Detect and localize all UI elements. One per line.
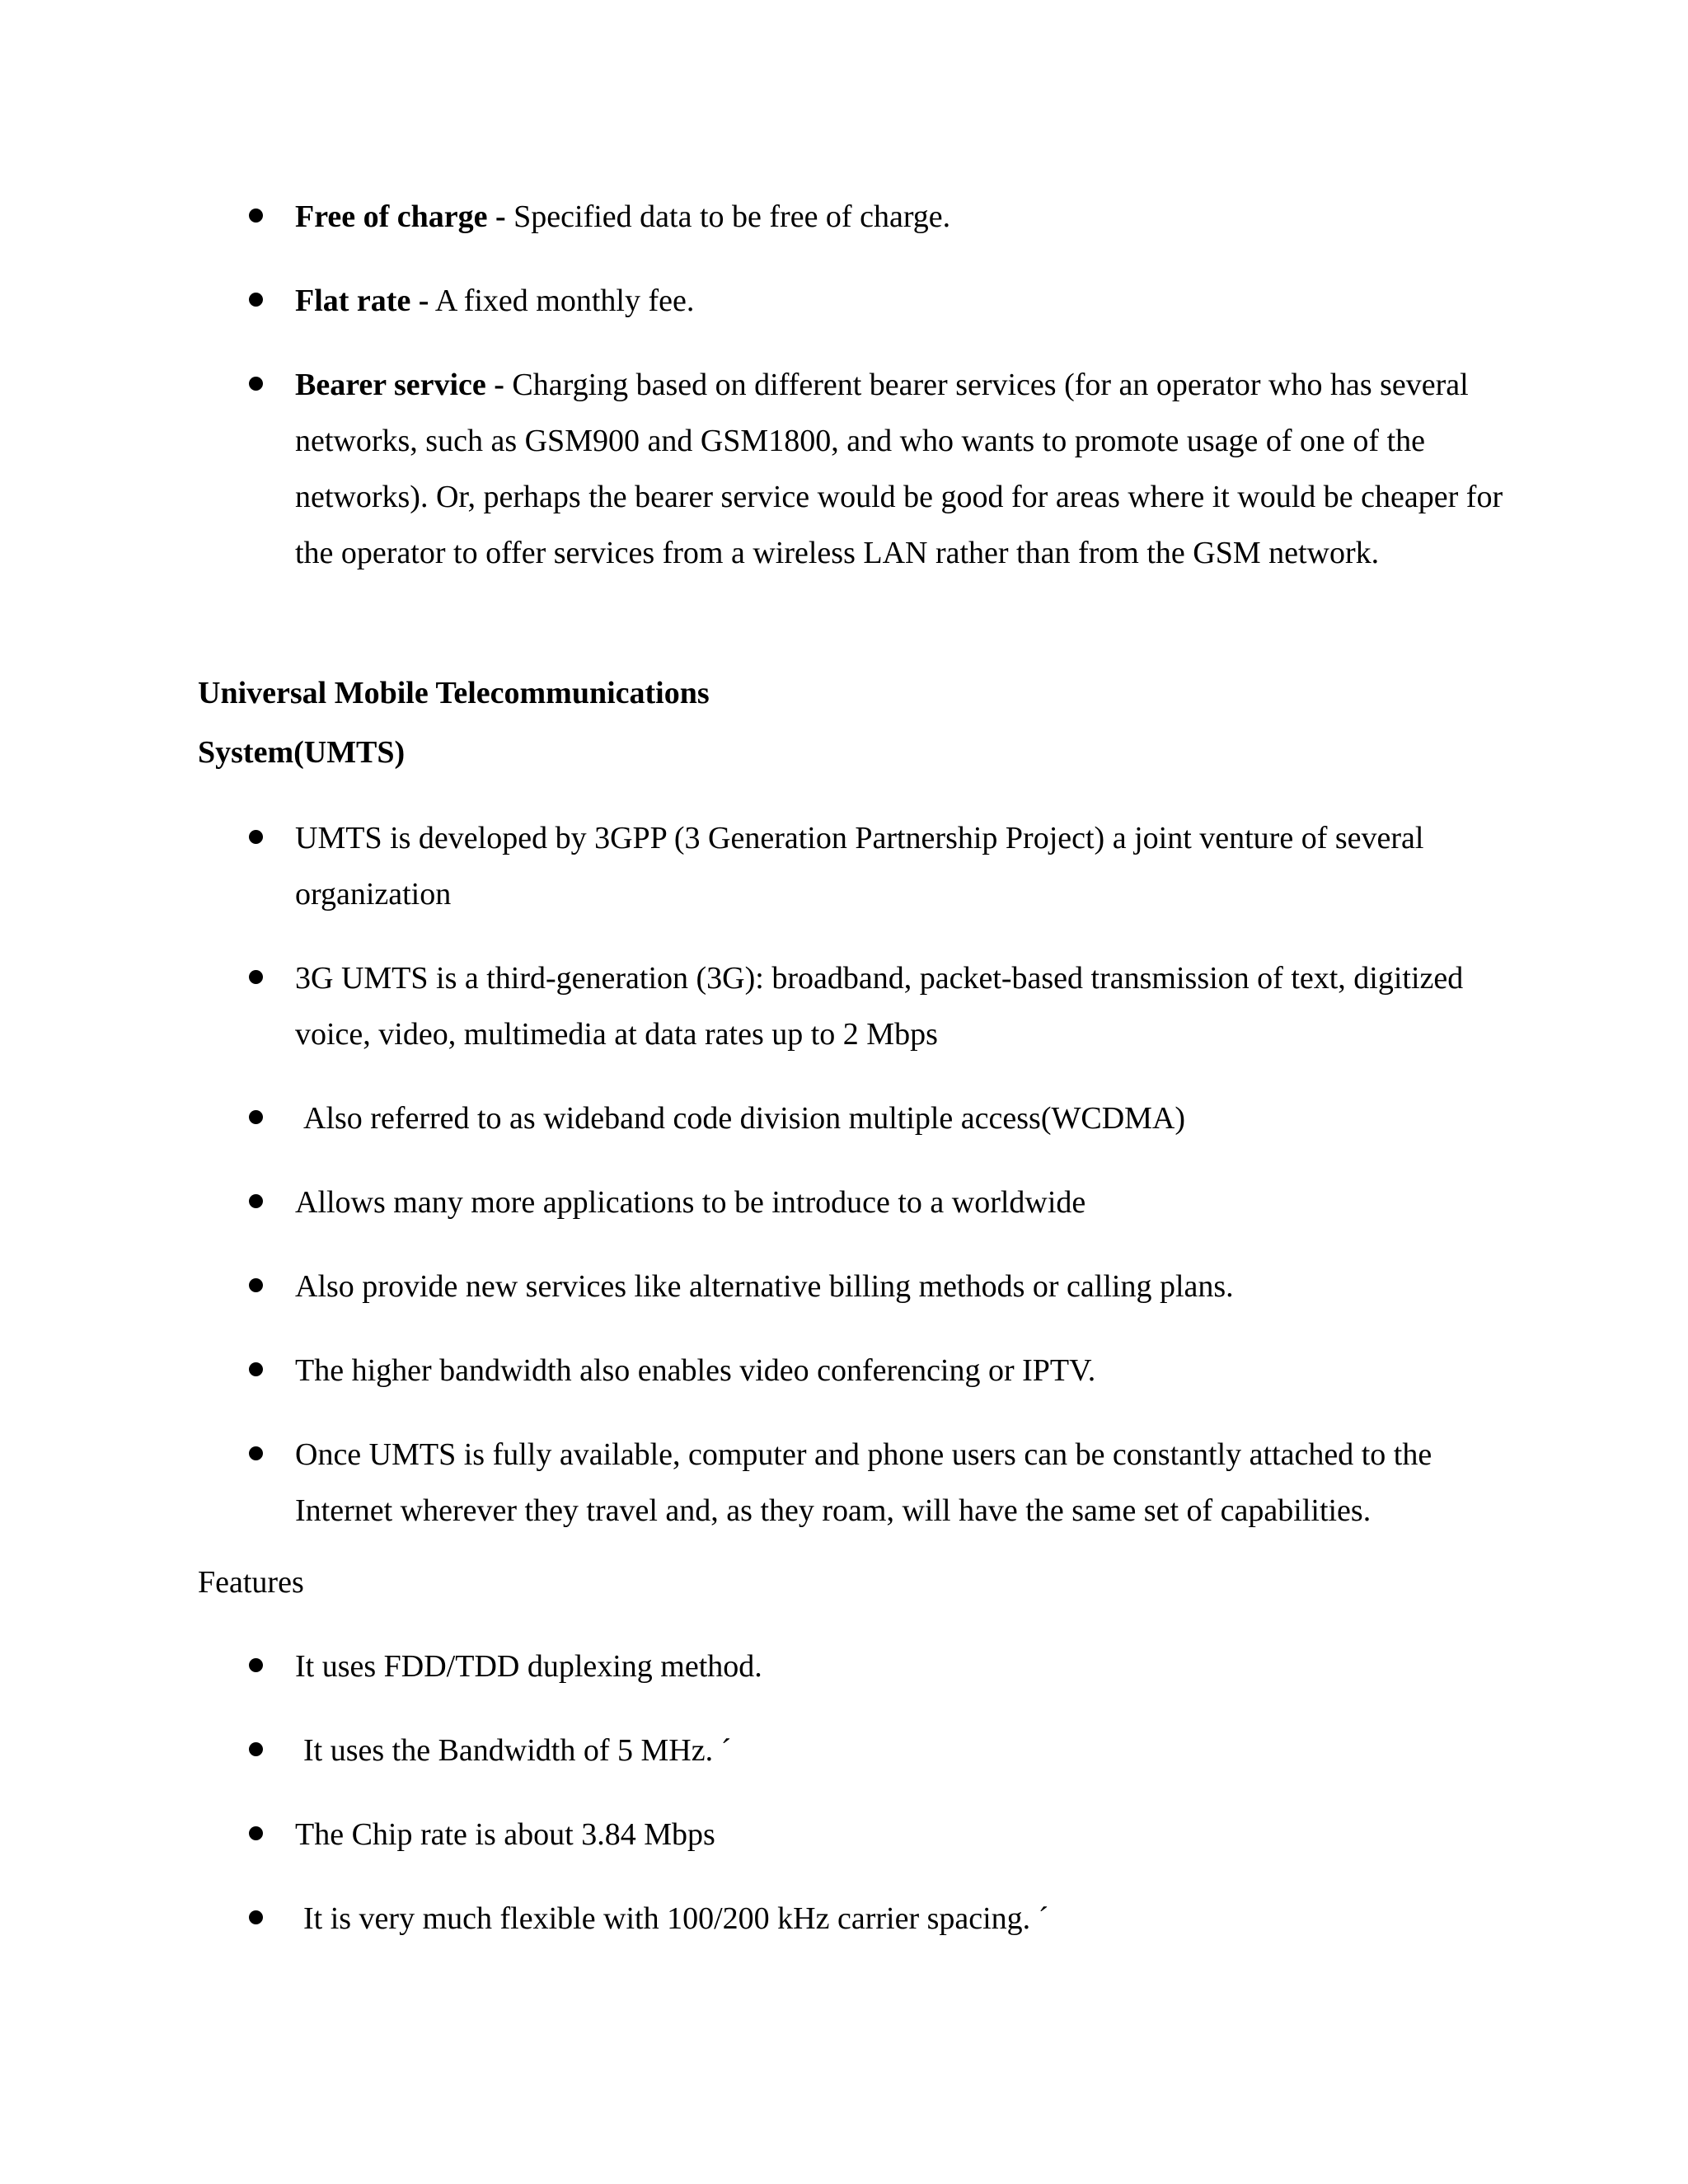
bullet-icon <box>249 1742 263 1756</box>
bullet-icon <box>249 970 263 984</box>
bullet-icon <box>249 1658 263 1672</box>
list-item <box>0 1807 1531 1863</box>
item-text: Allows many more applications to be introduce to a worldwide <box>295 1185 1086 1220</box>
list-item <box>0 1174 1531 1230</box>
list-item <box>0 1427 1531 1539</box>
list-item <box>0 1258 1531 1315</box>
item-text: It uses FDD/TDD duplexing method. <box>295 1649 762 1684</box>
item-lead: Free of charge - <box>295 199 506 234</box>
bullet-icon <box>249 377 263 391</box>
list-item <box>0 1722 1531 1779</box>
item-text: The higher bandwidth also enables video conferencing or IPTV. <box>295 1353 1096 1388</box>
bullet-icon <box>249 1110 263 1124</box>
bullet-icon <box>249 1362 263 1376</box>
list-item <box>0 273 1531 329</box>
item-text: It uses the Bandwidth of 5 MHz. ´ <box>303 1733 732 1768</box>
list-item <box>0 950 1531 1062</box>
charging-options-list <box>0 189 1688 609</box>
item-lead: Bearer service - <box>295 368 504 402</box>
bullet-icon <box>249 1826 263 1840</box>
umts-list <box>0 810 1688 1567</box>
item-text: It is very much flexible with 100/200 kHz carrier spacing. ´ <box>303 1901 1049 1936</box>
item-text: Also referred to as wideband code division multiple access(WCDMA) <box>303 1101 1186 1136</box>
bullet-icon <box>249 209 263 223</box>
bullet-icon <box>249 1446 263 1460</box>
features-heading: Features <box>198 1565 304 1600</box>
list-item <box>0 1638 1531 1694</box>
item-text: Once UMTS is fully available, computer and phone users can be constantly attached to the Internet wherever they travel and, as they roam, will have the same set of capabilities. <box>295 1437 1432 1528</box>
bullet-icon <box>249 1194 263 1208</box>
list-item <box>0 357 1531 581</box>
list-item <box>0 1891 1531 1947</box>
bullet-icon <box>249 1910 263 1924</box>
list-item <box>0 1343 1531 1399</box>
features-list <box>0 1638 1688 1975</box>
item-text: 3G UMTS is a third-generation (3G): broadband, packet-based transmission of text, digitized voice, video, multimedia at data rates up to 2 Mbps <box>295 961 1464 1052</box>
item-text: Charging based on different bearer services (for an operator who has several networks, such as GSM900 and GSM1800, and who wants to promote usage of one of the networks). Or, perhaps the bearer service would be good for areas where it would be cheaper for the operator to offer services from a wireless LAN rather than from the GSM network. <box>295 368 1503 570</box>
item-text: A fixed monthly fee. <box>429 284 695 318</box>
item-text: UMTS is developed by 3GPP (3 Generation Partnership Project) a joint venture of several organization <box>295 821 1424 912</box>
item-text: The Chip rate is about 3.84 Mbps <box>295 1817 715 1852</box>
heading-line: Universal Mobile Telecommunications <box>198 676 710 710</box>
list-item <box>0 189 1531 245</box>
list-item <box>0 810 1531 922</box>
bullet-icon <box>249 830 263 844</box>
item-lead: Flat rate - <box>295 284 429 318</box>
item-text: Specified data to be free of charge. <box>505 199 951 234</box>
section-heading-umts <box>198 663 1352 782</box>
bullet-icon <box>249 293 263 307</box>
heading-line: System(UMTS) <box>198 735 406 770</box>
item-text: Also provide new services like alternative billing methods or calling plans. <box>295 1269 1234 1304</box>
bullet-icon <box>249 1278 263 1292</box>
list-item <box>0 1090 1531 1146</box>
